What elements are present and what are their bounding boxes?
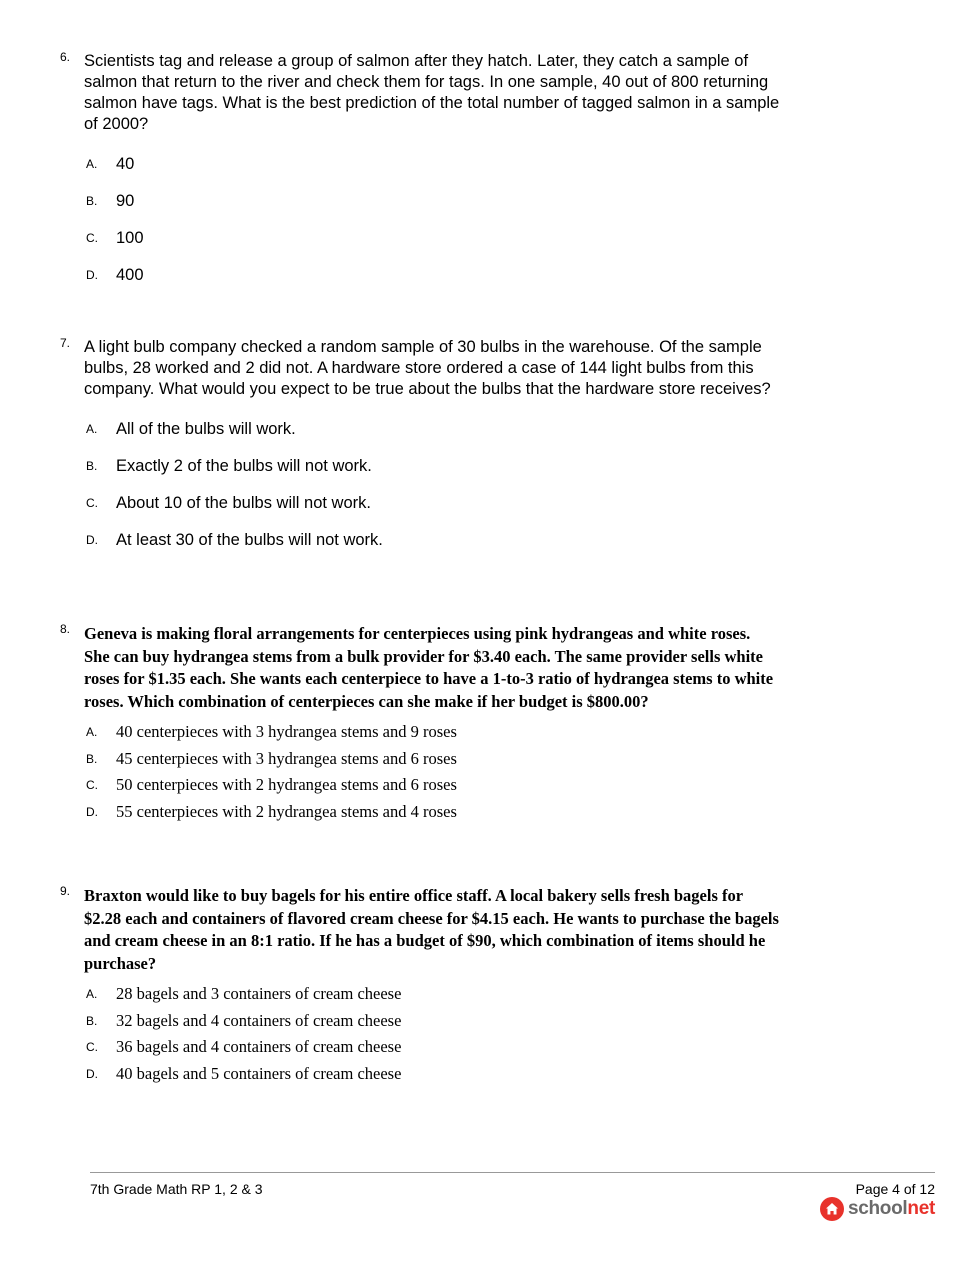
choice-text: 100 [116, 229, 144, 247]
choice-a[interactable] [86, 154, 780, 191]
choice-a[interactable] [86, 419, 780, 456]
choice-letter: C. [86, 1040, 98, 1055]
choice-c[interactable] [86, 228, 780, 265]
page-number: Page 4 of 12 [855, 1181, 935, 1197]
question-8 [60, 623, 780, 829]
choice-text: 40 [116, 155, 135, 173]
choice-d[interactable] [86, 1064, 780, 1091]
choice-letter: C. [86, 496, 98, 510]
question-number: 6. [60, 50, 71, 64]
question-text: Braxton would like to buy bagels for his entire office staff. A local bakery sells fresh bagels for $2.28 each and containers of flavored cream cheese for $4.15 each. He wants to purchase the bagels and cream cheese in an 8:1 ratio. If he has a budget of $90, which combination of items should he purchase? [84, 886, 779, 973]
choice-letter: C. [86, 778, 98, 793]
house-icon [820, 1197, 844, 1221]
choice-b[interactable] [86, 456, 780, 493]
question-text: Geneva is making floral arrangements for centerpieces using pink hydrangeas and white roses. She can buy hydrangea stems from a bulk provider for $3.40 each. The same provider sells white roses for $1.35 each. She wants each centerpiece to have a 1-to-3 ratio of hydrangea stems to white roses. Which combination of centerpieces can she make if her budget is $800.00? [84, 624, 774, 711]
choice-text: Exactly 2 of the bulbs will not work. [116, 457, 372, 475]
choice-text: 400 [116, 266, 144, 284]
question-9 [60, 885, 780, 1091]
choice-text: 40 bagels and 5 containers of cream cheese [116, 1064, 402, 1084]
question-number: 9. [60, 884, 71, 898]
choice-letter: D. [86, 1067, 98, 1082]
choice-letter: C. [86, 231, 98, 245]
choice-text: About 10 of the bulbs will not work. [116, 494, 371, 512]
choice-c[interactable] [86, 1037, 780, 1064]
question-6 [60, 51, 780, 302]
choice-b[interactable] [86, 749, 780, 776]
choice-letter: D. [86, 533, 98, 547]
choice-text: All of the bulbs will work. [116, 420, 296, 438]
choice-text: 55 centerpieces with 2 hydrangea stems and 4 roses [116, 802, 457, 822]
logo-net: net [907, 1198, 935, 1219]
choice-letter: B. [86, 459, 98, 473]
choice-letter: A. [86, 725, 98, 739]
choice-d[interactable] [86, 802, 780, 829]
answer-choices [86, 722, 780, 829]
choice-a[interactable] [86, 722, 780, 749]
choice-letter: A. [86, 422, 98, 436]
choice-d[interactable] [86, 530, 780, 567]
logo-text [848, 1198, 935, 1220]
choice-c[interactable] [86, 493, 780, 530]
choice-text: 32 bagels and 4 containers of cream cheese [116, 1010, 402, 1030]
choice-d[interactable] [86, 265, 780, 302]
choice-b[interactable] [86, 1011, 780, 1038]
question-7 [60, 337, 780, 567]
choice-text: 45 centerpieces with 3 hydrangea stems and 6 roses [116, 748, 457, 768]
choice-a[interactable] [86, 984, 780, 1011]
question-text: Scientists tag and release a group of salmon after they hatch. Later, they catch a sample of salmon that return to the river and check them for tags. In one sample, 40 out of 800 returning salmon have tags. What is the best prediction of the total number of tagged salmon in a sample of 2000? [84, 52, 780, 133]
choice-letter: D. [86, 268, 98, 282]
choice-b[interactable] [86, 191, 780, 228]
answer-choices [86, 984, 780, 1091]
choice-letter: B. [86, 751, 98, 766]
choice-letter: B. [86, 1013, 98, 1028]
footer-divider [90, 1172, 935, 1173]
choice-text: 28 bagels and 3 containers of cream cheese [116, 984, 402, 1003]
logo-school: school [847, 1198, 908, 1219]
question-text: A light bulb company checked a random sample of 30 bulbs in the warehouse. Of the sample bulbs, 28 worked and 2 did not. A hardware store ordered a case of 144 light bulbs from this company. What would you expect to be true about the bulbs that the hardware store receives? [84, 338, 771, 398]
choice-text: 90 [116, 192, 135, 210]
answer-choices [86, 419, 780, 567]
footer-title: 7th Grade Math RP 1, 2 & 3 [90, 1181, 263, 1197]
question-number: 7. [60, 336, 71, 350]
choice-letter: D. [86, 805, 98, 820]
answer-choices [86, 154, 780, 302]
choice-letter: A. [86, 157, 98, 171]
choice-c[interactable] [86, 775, 780, 802]
choice-text: At least 30 of the bulbs will not work. [116, 531, 383, 549]
choice-letter: A. [86, 987, 98, 1001]
question-number: 8. [60, 622, 71, 636]
choice-letter: B. [86, 194, 98, 208]
schoolnet-logo [820, 1197, 935, 1221]
choice-text: 36 bagels and 4 containers of cream cheese [116, 1037, 402, 1057]
choice-text: 50 centerpieces with 2 hydrangea stems and 6 roses [116, 775, 457, 795]
choice-text: 40 centerpieces with 3 hydrangea stems and 9 roses [116, 722, 457, 741]
